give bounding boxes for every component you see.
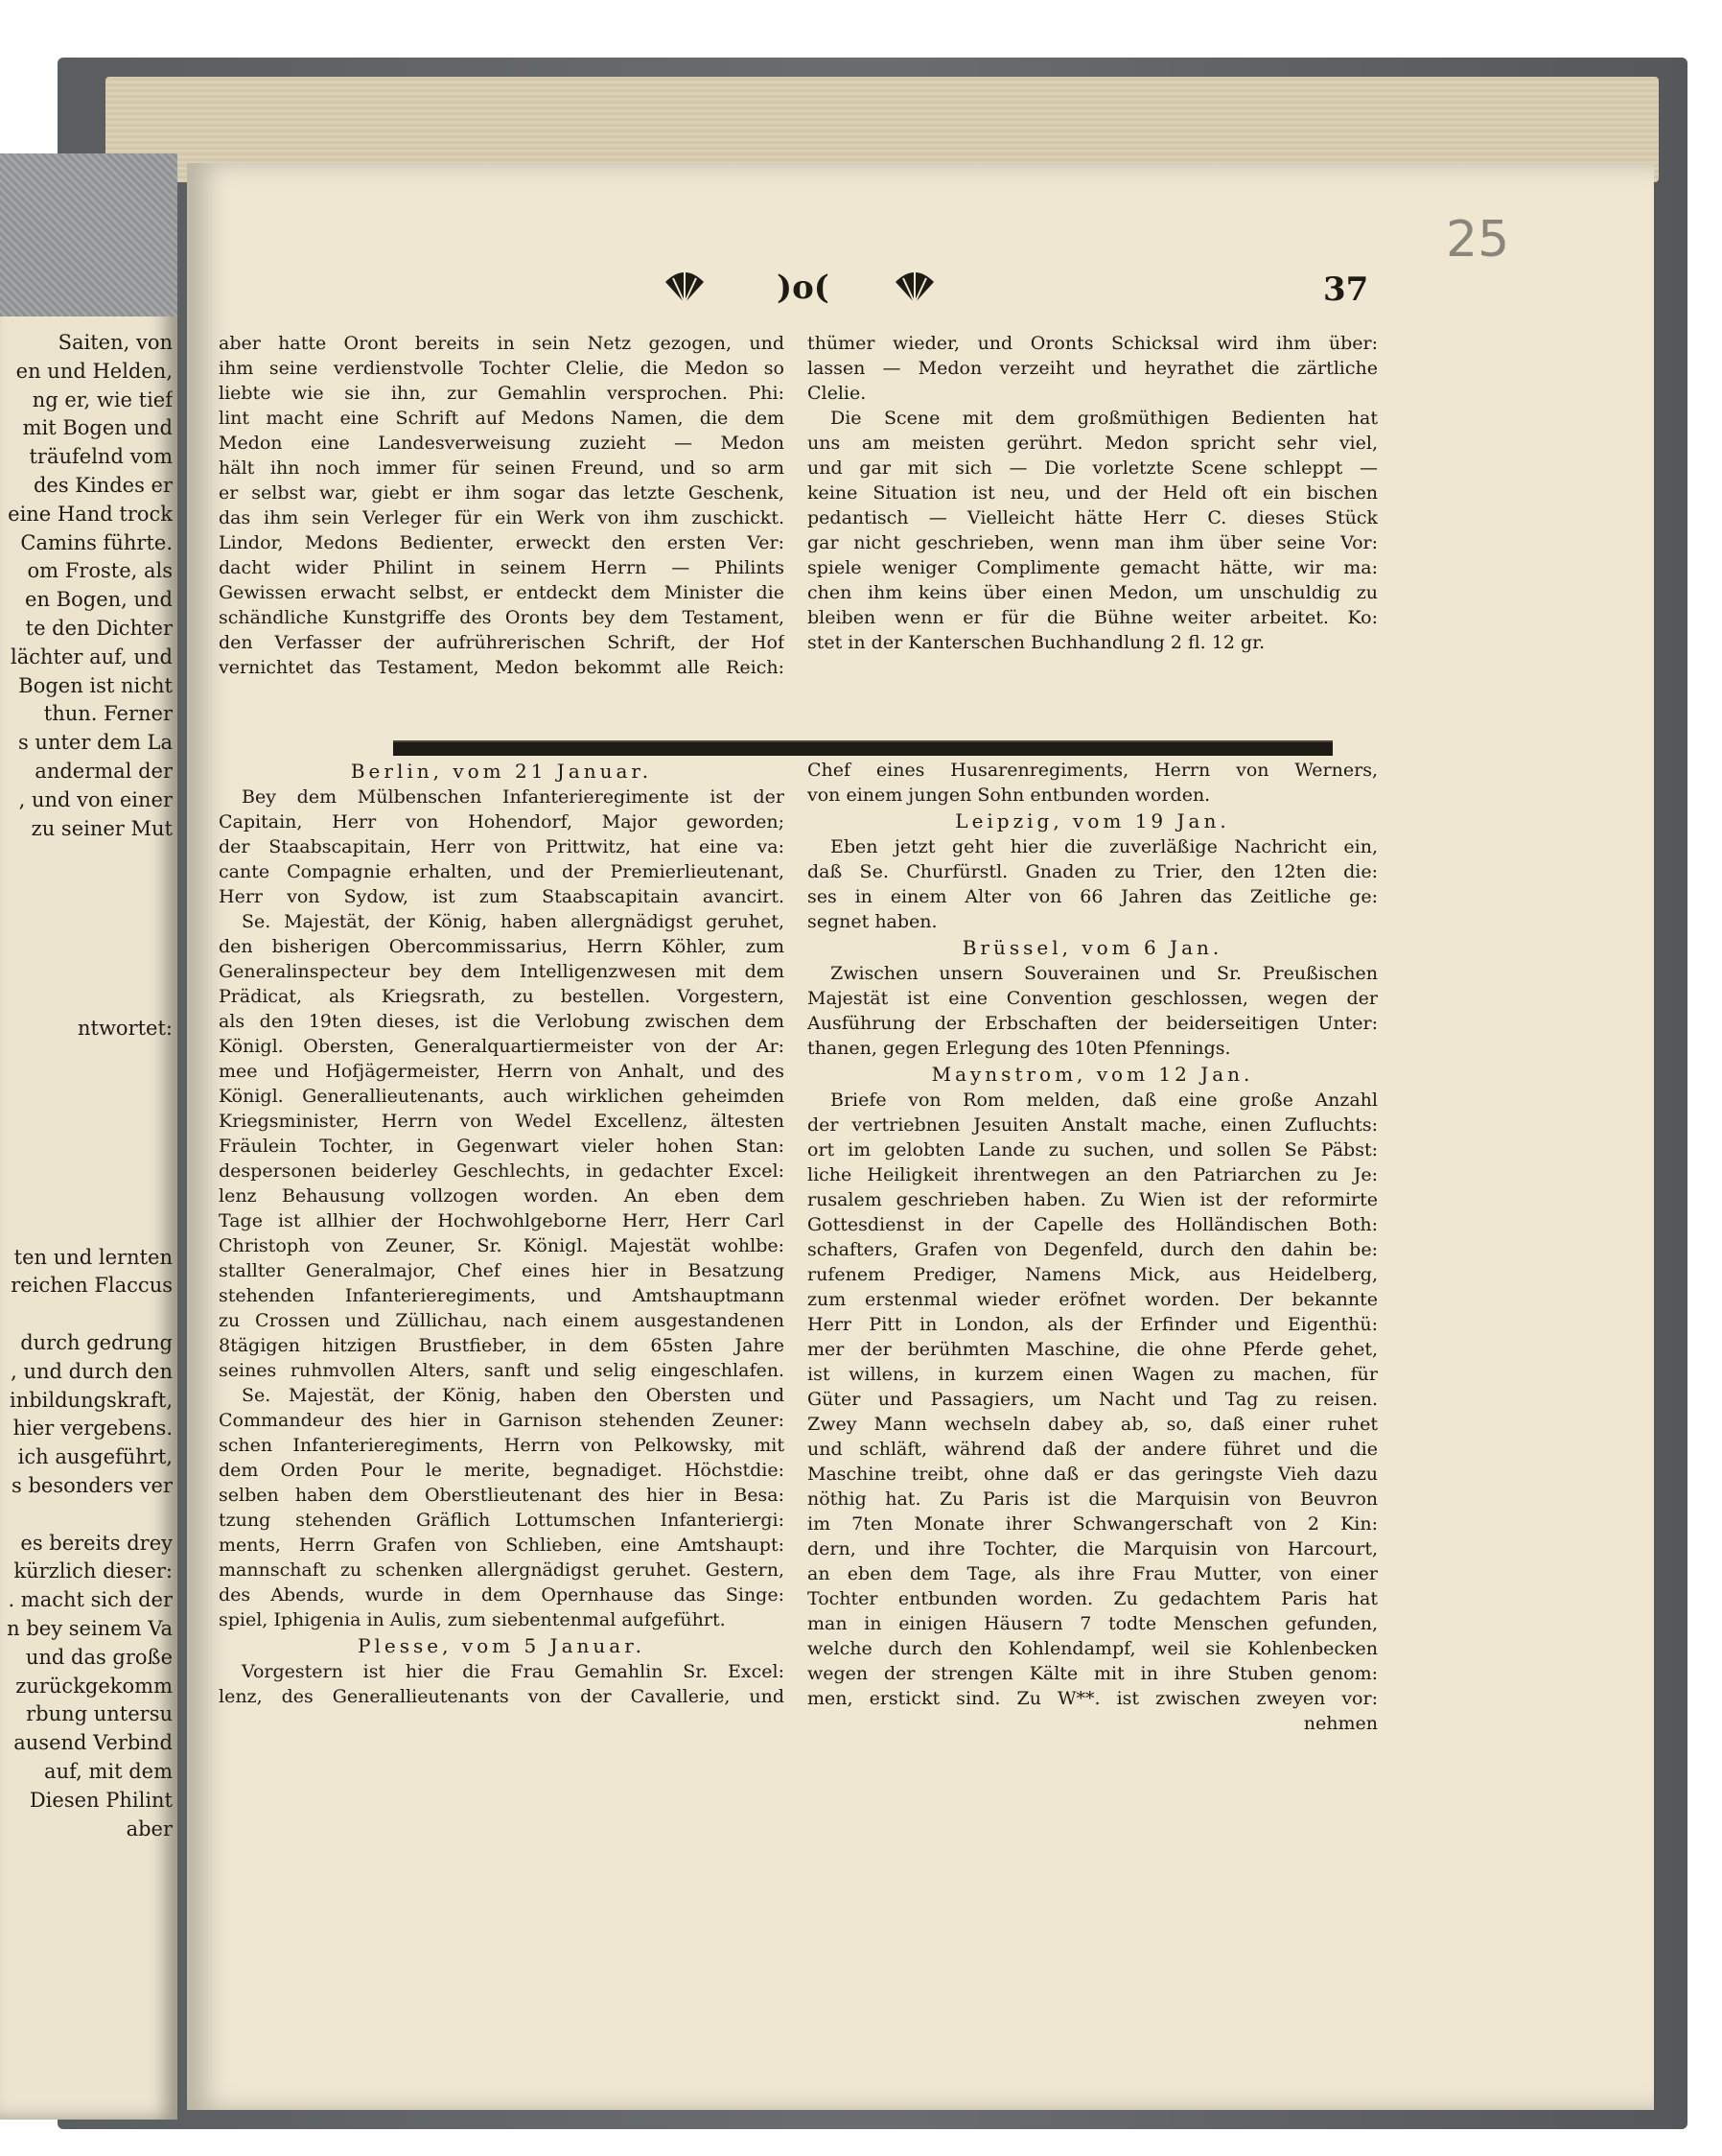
text-line: dem Orden Pour le merite, begnadiget. Höchstdie:: [219, 1460, 784, 1481]
text-line: hält ihn noch immer für seinen Freund, und so arm: [219, 457, 784, 479]
text-line: und schläft, während daß der andere führet und die: [807, 1439, 1378, 1460]
text-line: despersonen beiderley Geschlechts, in gedachter Excel:: [219, 1160, 784, 1182]
text-line: mee und Hofjägermeister, Herrn von Anhalt, und des: [219, 1061, 784, 1082]
shell-ornament-icon: [662, 269, 708, 307]
text-line: Kriegsminister, Herrn von Wedel Excellenz, ältesten: [219, 1111, 784, 1132]
facing-page-line: n bey seinem Va: [7, 1617, 173, 1640]
binding-cloth: [0, 153, 177, 316]
text-line: vernichtet das Testament, Medon bekommt alle Reich:: [219, 657, 784, 678]
text-line: er selbst war, giebt er ihm sogar das letzte Geschenk,: [219, 482, 784, 504]
text-line: seines ruhmvollen Alters, sanft und selig eingeschlafen.: [219, 1360, 784, 1381]
text-line: Eben jetzt geht hier die zuverläßige Nachricht ein,: [830, 836, 1378, 857]
text-line: aber hatte Oront bereits in sein Netz gezogen, und: [219, 333, 784, 354]
facing-page-line: . macht sich der: [8, 1588, 173, 1612]
facing-page-line: en Bogen, und: [25, 588, 173, 612]
text-line: schen Infanterieregiments, Herrn von Pelkowsky, mit: [219, 1435, 784, 1456]
text-line: thümer wieder, und Oronts Schicksal wird ihm über:: [807, 333, 1378, 354]
text-line: Königl. Generallieutenants, auch wirklichen geheimden: [219, 1086, 784, 1107]
text-line: Capitain, Herr von Hohendorf, Major geworden;: [219, 811, 784, 832]
text-line: liche Heiligkeit ihrentwegen an den Patriarchen zu Je:: [807, 1164, 1378, 1185]
facing-page-line: s besonders ver: [12, 1474, 173, 1497]
text-line: Medon eine Landesverweisung zuzieht — Medon: [219, 433, 784, 454]
facing-page-line: ich ausgeführt,: [17, 1445, 173, 1469]
text-line: dern, und ihre Tochter, die Marquisin von Harcourt,: [807, 1538, 1378, 1559]
text-line: nöthig hat. Zu Paris ist die Marquisin von Beuvron: [807, 1488, 1378, 1510]
text-line: mannschaft zu schenken allergnädigst geruhet. Gestern,: [219, 1559, 784, 1581]
shell-ornament-icon: [892, 269, 938, 307]
text-line: Herr von Sydow, ist zum Staabscapitain avancirt.: [219, 886, 784, 907]
text-line: selben haben dem Oberstlieutenant des hier in Besa:: [219, 1485, 784, 1506]
catchword: nehmen: [1303, 1713, 1378, 1734]
text-line: lassen — Medon verzeiht und heyrathet die zärtliche: [807, 358, 1378, 379]
text-line: als den 19ten dieses, ist die Verlobung zwischen dem: [219, 1011, 784, 1032]
text-line: den Verfasser der aufrührerischen Schrift, der Hof: [219, 632, 784, 653]
text-line: lint macht eine Schrift auf Medons Namen, die dem: [219, 408, 784, 429]
text-line: Bey dem Mülbenschen Infanterieregimente ist der: [242, 786, 784, 808]
facing-page-line: ausend Verbind: [13, 1731, 173, 1755]
text-line: stehenden Infanterieregiments, und Amtshauptmann: [219, 1285, 784, 1306]
facing-page-line: durch gedrung: [20, 1331, 173, 1354]
text-line: rufenem Prediger, Namens Mick, aus Heidelberg,: [807, 1264, 1378, 1285]
text-line: ses in einem Alter von 66 Jahren das Zeitliche ge:: [807, 886, 1378, 907]
text-line: im 7ten Monate ihrer Schwangerschaft von 2 Kin:: [807, 1513, 1378, 1535]
text-line: Tochter entbunden worden. Zu gedachtem Paris hat: [807, 1588, 1378, 1609]
text-line: Königl. Obersten, Generalquartiermeister von der Ar:: [219, 1036, 784, 1057]
text-line: von einem jungen Sohn entbunden worden.: [807, 785, 1211, 806]
text-line: und gar mit sich — Die vorletzte Scene schleppt —: [807, 457, 1378, 479]
text-line: uns am meisten gerührt. Medon spricht sehr viel,: [807, 433, 1378, 454]
text-line: men, erstickt sind. Zu W**. ist zwischen zweyen vor:: [807, 1688, 1378, 1709]
facing-page: [0, 153, 177, 2120]
text-line: 8tägigen hitzigen Brustfieber, in dem 65sten Jahre: [219, 1335, 784, 1356]
news-dateline: Plesse, vom 5 Januar.: [358, 1634, 645, 1657]
text-line: thanen, gegen Erlegung des 10ten Pfennings.: [807, 1038, 1231, 1059]
text-line: Die Scene mit dem großmüthigen Bedienten hat: [830, 408, 1378, 429]
sheet-number: 25: [1446, 211, 1510, 269]
text-line: chen ihm keins über einen Medon, um unschuldig zu: [807, 582, 1378, 603]
facing-page-line: hier vergebens.: [12, 1417, 173, 1441]
text-line: Fräulein Tochter, in Gegenwart vieler hohen Stan:: [219, 1136, 784, 1157]
text-line: Güter und Passagiers, um Nacht und Tag zu reisen.: [807, 1389, 1378, 1410]
text-line: spiele weniger Complimente gemacht hätte, wir ma:: [807, 557, 1378, 578]
text-line: Gewissen erwacht selbst, er entdeckt dem Minister die: [219, 582, 784, 603]
text-line: Commandeur des hier in Garnison stehenden Zeuner:: [219, 1410, 784, 1431]
text-line: man in einigen Häusern 7 todte Menschen gefunden,: [807, 1613, 1378, 1634]
facing-page-line: , und von einer: [18, 787, 173, 811]
facing-page-line: träufelnd vom: [29, 445, 173, 469]
facing-page-line: rbung untersu: [26, 1702, 173, 1726]
top-right-column: [807, 331, 1378, 655]
text-line: zu Crossen und Züllichau, nach einem ausgestandenen: [219, 1310, 784, 1331]
running-header: [662, 269, 1390, 316]
facing-page-line: reichen Flaccus: [11, 1274, 173, 1298]
facing-page-line: Camins führte.: [20, 530, 173, 554]
text-line: an eben dem Tage, als ihre Frau Mutter, von einer: [807, 1563, 1378, 1584]
text-line: dacht wider Philint in seinem Herrn — Philints: [219, 557, 784, 578]
text-line: Vorgestern ist hier die Frau Gemahlin Sr. Excel:: [242, 1661, 784, 1682]
text-line: tzung stehenden Gräflich Lottumschen Infanteriergi:: [219, 1510, 784, 1531]
facing-page-line: ng er, wie tief: [32, 387, 173, 411]
news-dateline: Berlin, vom 21 Januar.: [350, 760, 653, 783]
text-line: Chef eines Husarenregiments, Herrn von Werners,: [807, 760, 1378, 781]
facing-page-line: Saiten, von: [58, 331, 173, 354]
facing-page-line: Diesen Philint: [29, 1788, 173, 1812]
facing-page-line: des Kindes er: [33, 474, 173, 497]
facing-page-line: mit Bogen und: [22, 416, 173, 440]
text-line: Gottesdienst in der Capelle des Holländischen Both:: [807, 1214, 1378, 1235]
text-line: stallter Generalmajor, Chef eines hier in Besatzung: [219, 1260, 784, 1281]
facing-page-line: zu seiner Mut: [31, 816, 173, 840]
news-dateline: Maynstrom, vom 12 Jan.: [931, 1063, 1254, 1086]
text-line: Ausführung der Erbschaften der beiderseitigen Unter:: [807, 1013, 1378, 1034]
facing-page-line: te den Dichter: [25, 617, 173, 640]
text-line: ist willens, in kurzem einen Wagen zu machen, für: [807, 1364, 1378, 1385]
facing-page-line: auf, mit dem: [44, 1760, 173, 1783]
text-line: des Abends, wurde in dem Opernhause das Singe:: [219, 1584, 784, 1605]
text-line: wegen der strengen Kälte mit in ihre Stuben genom:: [807, 1663, 1378, 1684]
text-line: schafters, Grafen von Degenfeld, durch den dahin be:: [807, 1239, 1378, 1260]
page-number: 37: [1323, 270, 1369, 309]
text-line: daß Se. Churfürstl. Gnaden zu Trier, den 12ten die:: [807, 861, 1378, 882]
text-line: cante Compagnie erhalten, und der Premierlieutenant,: [219, 861, 784, 882]
text-line: der vertriebnen Jesuiten Anstalt mache, einen Zufluchts:: [807, 1114, 1378, 1136]
facing-page-line: ntwortet:: [77, 1017, 173, 1041]
header-mark: )o(: [777, 269, 829, 307]
text-line: lenz Behausung vollzogen worden. An eben dem: [219, 1185, 784, 1207]
facing-page-line: zurückgekomm: [15, 1674, 173, 1698]
facing-page-line: kürzlich dieser:: [13, 1559, 173, 1583]
facing-page-line: , und durch den: [11, 1359, 173, 1383]
text-line: schändliche Kunstgriffe des Oronts bey dem Testament,: [219, 607, 784, 628]
section-rule: [393, 740, 1333, 756]
text-line: bleiben wenn er für die Bühne weiter arbeitet. Ko:: [807, 607, 1378, 628]
text-line: Generalinspecteur bey dem Intelligenzwesen mit dem: [219, 961, 784, 982]
facing-page-line: andermal der: [35, 760, 173, 783]
text-line: Se. Majestät, der König, haben allergnädigst geruhet,: [242, 911, 784, 932]
facing-page-line: es bereits drey: [20, 1531, 173, 1555]
facing-page-line: und das große: [25, 1645, 173, 1669]
text-line: das ihm sein Verleger für ein Werk von ihm zuschickt.: [219, 507, 784, 528]
text-line: der Staabscapitain, Herr von Prittwitz, hat eine va:: [219, 836, 784, 857]
text-line: Briefe von Rom melden, daß eine große Anzahl: [830, 1090, 1378, 1111]
news-dateline: Brüssel, vom 6 Jan.: [962, 936, 1223, 959]
text-line: keine Situation ist neu, und der Held oft ein bischen: [807, 482, 1378, 504]
text-line: gar nicht geschrieben, wenn man ihm über seine Vor:: [807, 532, 1378, 553]
text-line: zum erstenmal wieder eröfnet worden. Der bekannte: [807, 1289, 1378, 1310]
facing-page-line: en und Helden,: [15, 359, 173, 383]
text-line: Lindor, Medons Bedienter, erweckt den ersten Ver:: [219, 532, 784, 553]
text-line: Christoph von Zeuner, Sr. Königl. Majestät wohlbe:: [219, 1235, 784, 1256]
text-line: Se. Majestät, der König, haben den Obersten und: [242, 1385, 784, 1406]
top-left-column: [219, 331, 784, 680]
facing-page-line: thun. Ferner: [43, 702, 173, 726]
text-line: Majestät ist eine Convention geschlossen, wegen der: [807, 988, 1378, 1009]
text-line: ments, Herrn Grafen von Schlieben, eine Amtshaupt:: [219, 1535, 784, 1556]
text-line: liebte wie sie ihn, zur Gemahlin versprochen. Phi:: [219, 383, 784, 404]
text-line: welche durch den Kohlendampf, weil sie Kohlenbecken: [807, 1638, 1378, 1659]
text-line: rusalem geschrieben haben. Zu Wien ist der reformirte: [807, 1189, 1378, 1210]
text-line: spiel, Iphigenia in Aulis, zum siebentenmal aufgeführt.: [219, 1609, 726, 1630]
text-line: stet in der Kanterschen Buchhandlung 2 fl. 12 gr.: [807, 632, 1266, 653]
text-line: ihm seine verdienstvolle Tochter Clelie, die Medon so: [219, 358, 784, 379]
text-line: Zwischen unsern Souverainen und Sr. Preußischen: [830, 963, 1378, 984]
facing-page-line: inbildungskraft,: [10, 1388, 173, 1412]
text-line: Clelie.: [807, 383, 867, 404]
text-line: pedantisch — Vielleicht hätte Herr C. dieses Stück: [807, 507, 1378, 528]
text-line: ort im gelobten Lande zu suchen, und sollen Se Päbst:: [807, 1139, 1378, 1160]
facing-page-line: aber: [126, 1816, 173, 1840]
text-line: Herr Pitt in London, als der Erfinder und Eigenthü:: [807, 1314, 1378, 1335]
text-line: den bisherigen Obercommissarius, Herrn Köhler, zum: [219, 936, 784, 957]
news-dateline: Leipzig, vom 19 Jan.: [955, 809, 1230, 832]
facing-page-line: om Froste, als: [27, 559, 173, 583]
facing-page-line: eine Hand trock: [8, 502, 173, 526]
facing-page-line: ten und lernten: [13, 1245, 173, 1269]
text-line: mer der berühmten Maschine, die ohne Pferde gehet,: [807, 1339, 1378, 1360]
facing-page-line: Bogen ist nicht: [18, 673, 173, 697]
text-line: Zwey Mann wechseln dabey ab, so, daß einer ruhet: [807, 1414, 1378, 1435]
text-line: segnet haben.: [807, 911, 938, 932]
bottom-right-column: [807, 758, 1378, 1736]
facing-page-line: s unter dem La: [17, 731, 173, 755]
bottom-left-column: [219, 758, 784, 1709]
text-line: Tage ist allhier der Hochwohlgeborne Herr, Herr Carl: [219, 1210, 784, 1231]
text-line: Maschine treibt, ohne daß er das geringste Vieh dazu: [807, 1464, 1378, 1485]
text-line: lenz, des Generallieutenants von der Cavallerie, und: [219, 1686, 784, 1707]
text-line: Prädicat, als Kriegsrath, zu bestellen. Vorgestern,: [219, 986, 784, 1007]
facing-page-line: lächter auf, und: [10, 644, 173, 668]
